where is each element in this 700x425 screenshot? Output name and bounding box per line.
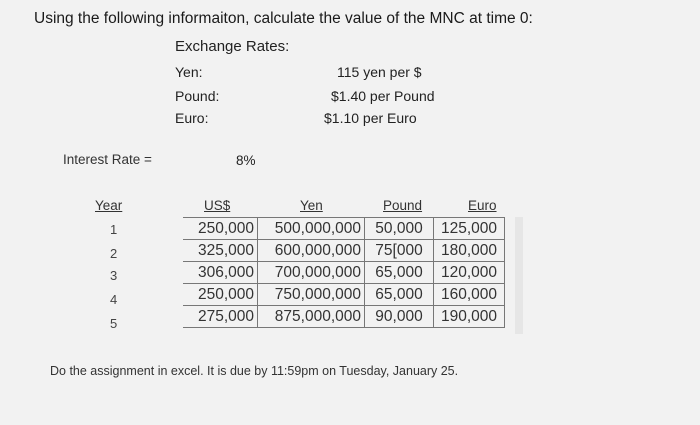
cell-euro: 160,000 xyxy=(434,284,505,306)
table-row xyxy=(183,240,505,262)
cell-usd: 275,000 xyxy=(183,306,258,328)
cell-pound: 90,000 xyxy=(365,306,434,328)
header-euro: Euro xyxy=(468,198,497,213)
cell-yen: 700,000,000 xyxy=(258,262,365,284)
cell-pound: 50,000 xyxy=(365,218,434,240)
spreadsheet-column-edge xyxy=(515,217,523,334)
interest-rate-label: Interest Rate = xyxy=(63,152,152,167)
cell-yen: 600,000,000 xyxy=(258,240,365,262)
cell-usd: 325,000 xyxy=(183,240,258,262)
year-5: 5 xyxy=(110,316,118,331)
fx-value-yen: 115 yen per $ xyxy=(337,64,422,80)
cell-pound: 75[000 xyxy=(365,240,434,262)
header-yen: Yen xyxy=(300,198,323,213)
interest-rate-value: 8% xyxy=(236,153,256,168)
fx-label-pound: Pound: xyxy=(175,88,220,104)
table-row xyxy=(183,306,505,328)
cell-euro: 190,000 xyxy=(434,306,505,328)
cell-usd: 306,000 xyxy=(183,262,258,284)
year-1: 1 xyxy=(110,222,118,237)
cell-usd: 250,000 xyxy=(183,284,258,306)
cell-euro: 120,000 xyxy=(434,262,505,284)
cell-usd: 250,000 xyxy=(183,218,258,240)
assignment-note: Do the assignment in excel. It is due by 11:59pm on Tuesday, January 25. xyxy=(50,364,459,378)
cell-euro: 125,000 xyxy=(434,218,505,240)
header-pound: Pound xyxy=(383,198,423,213)
header-usd: US$ xyxy=(204,198,231,213)
table-row xyxy=(183,218,505,240)
exchange-rates-heading: Exchange Rates: xyxy=(175,38,290,55)
table-row xyxy=(183,284,505,306)
cell-yen: 875,000,000 xyxy=(258,306,365,328)
year-header: Year xyxy=(95,198,123,213)
fx-label-euro: Euro: xyxy=(175,110,209,126)
question-text: Using the following informaiton, calculate the value of the MNC at time 0: xyxy=(34,10,533,27)
cell-pound: 65,000 xyxy=(365,262,434,284)
year-2: 2 xyxy=(110,246,118,261)
cell-yen: 500,000,000 xyxy=(258,218,365,240)
fx-value-pound: $1.40 per Pound xyxy=(331,88,435,104)
fx-value-euro: $1.10 per Euro xyxy=(324,110,417,126)
cash-flow-table xyxy=(183,217,505,328)
cell-euro: 180,000 xyxy=(434,240,505,262)
year-4: 4 xyxy=(110,292,118,307)
cell-pound: 65,000 xyxy=(365,284,434,306)
cell-yen: 750,000,000 xyxy=(258,284,365,306)
table-row xyxy=(183,262,505,284)
fx-label-yen: Yen: xyxy=(175,64,203,80)
year-3: 3 xyxy=(110,268,118,283)
